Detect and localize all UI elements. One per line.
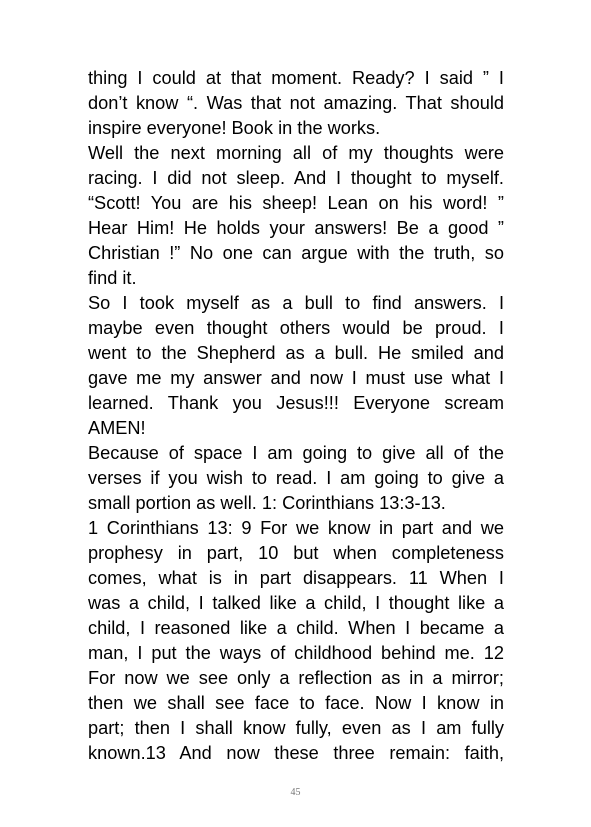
text-line: inspire everyone! Book in the works. — [88, 118, 381, 138]
text-line: don’t know “. Was that not amazing. That should — [88, 93, 504, 113]
text-line: Well the next morning all of my thoughts were — [88, 143, 504, 163]
text-line: verses if you wish to read. I am going to give a — [88, 468, 504, 488]
paragraph — [88, 516, 504, 766]
page-number: 45 — [290, 787, 301, 798]
text-line: maybe even thought others would be proud. I — [88, 318, 504, 338]
text-line: AMEN! — [88, 418, 146, 438]
text-line: gave me my answer and now I must use what I — [88, 368, 504, 388]
text-line: Hear Him! He holds your answers! Be a good ” — [88, 218, 504, 238]
body-text — [88, 66, 504, 766]
text-line: comes, what is in part disappears. 11 When I — [88, 568, 504, 588]
text-line: racing. I did not sleep. And I thought to myself. — [88, 168, 504, 188]
text-line: thing I could at that moment. Ready? I said ” I — [88, 68, 504, 88]
text-line: Because of space I am going to give all of the — [88, 443, 504, 463]
text-line: For now we see only a reflection as in a mirror; — [88, 668, 504, 688]
text-line: went to the Shepherd as a bull. He smiled and — [88, 343, 504, 363]
text-line: find it. — [88, 268, 137, 288]
text-line: man, I put the ways of childhood behind me. 12 — [88, 643, 504, 663]
text-line: So I took myself as a bull to find answers. I — [88, 293, 504, 313]
text-line: learned. Thank you Jesus!!! Everyone scream — [88, 393, 504, 413]
text-line: child, I reasoned like a child. When I became a — [88, 618, 504, 638]
text-line: then we shall see face to face. Now I know in — [88, 693, 504, 713]
text-line: part; then I shall know fully, even as I am fully — [88, 718, 504, 738]
text-line: “Scott! You are his sheep! Lean on his word! ” — [88, 193, 504, 213]
text-line: prophesy in part, 10 but when completeness — [88, 543, 504, 563]
text-line: small portion as well. 1: Corinthians 13:3-13. — [88, 493, 446, 513]
text-line: Christian !” No one can argue with the truth, so — [88, 243, 504, 263]
paragraph — [88, 441, 504, 516]
paragraph — [88, 291, 504, 441]
text-line: 1 Corinthians 13: 9 For we know in part and we — [88, 518, 504, 538]
text-line: was a child, I talked like a child, I thought like a — [88, 593, 504, 613]
text-line: known.13 And now these three remain: faith, — [88, 743, 504, 763]
paragraph — [88, 66, 504, 141]
paragraph — [88, 141, 504, 291]
